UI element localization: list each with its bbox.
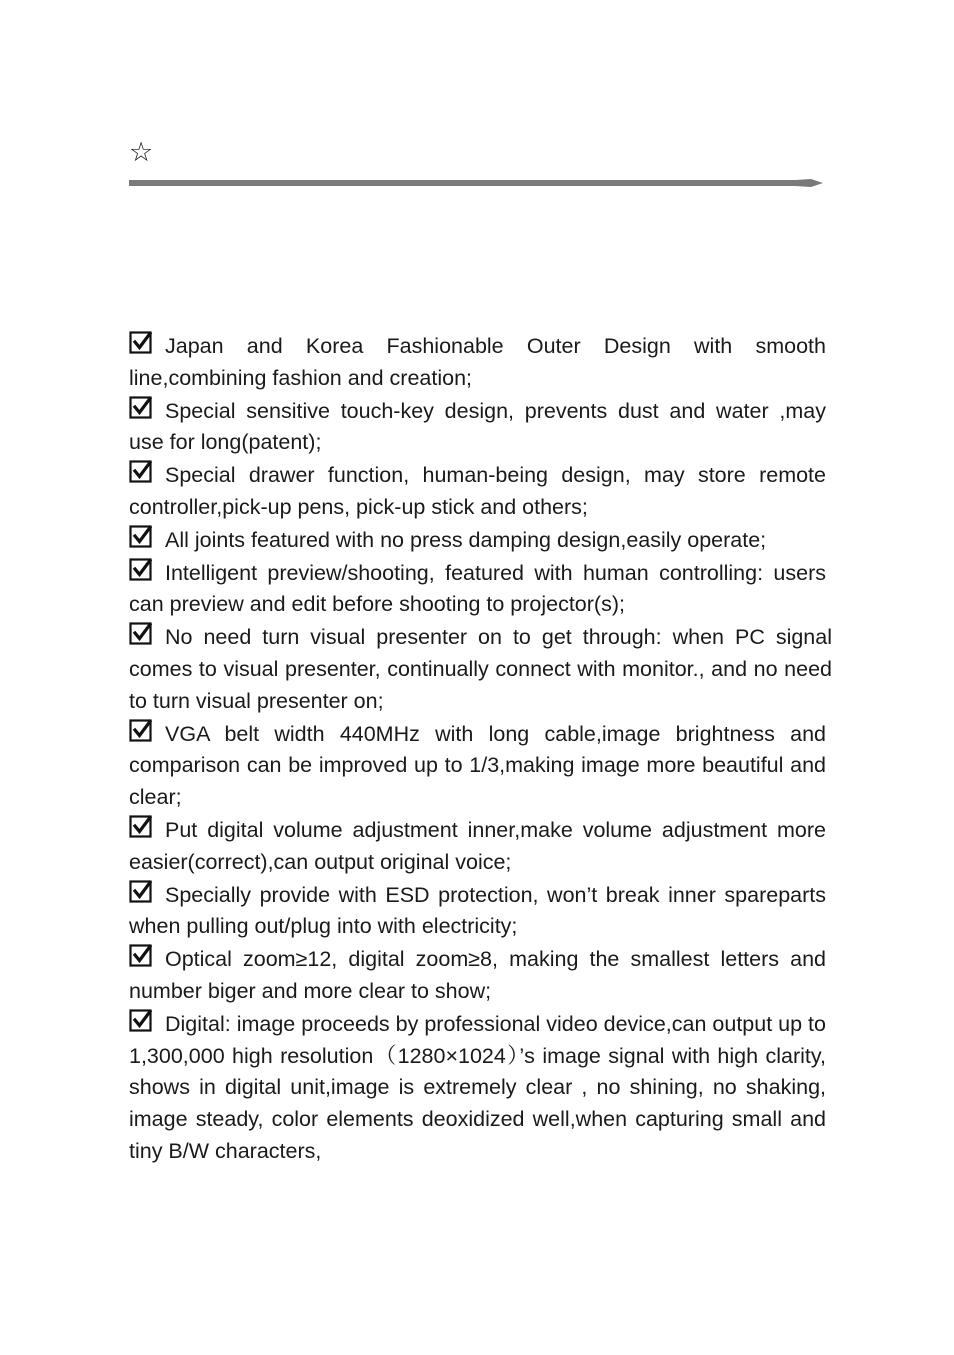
feature-text: Specially provide with ESD protection, won’t break inner spareparts when pulling out/plug into with electricity;: [129, 882, 826, 939]
feature-text: Special sensitive touch-key design, prevents dust and water ,may use for long(patent);: [129, 398, 826, 455]
feature-item-8: [129, 814, 826, 879]
feature-item-1: [129, 330, 826, 395]
checkbox-checked-icon: [129, 459, 155, 483]
feature-text: Japan and Korea Fashionable Outer Design with smooth line,combining fashion and creation;: [129, 334, 826, 390]
feature-item-7: [129, 718, 826, 814]
checkbox-checked-icon: [129, 621, 155, 645]
feature-text: All joints featured with no press damping design,easily operate;: [165, 527, 767, 552]
checkbox-checked-icon: [129, 943, 155, 967]
checkbox-checked-icon: [129, 395, 155, 419]
feature-item-2: [129, 395, 826, 460]
checkbox-checked-icon: [129, 330, 155, 354]
checkbox-checked-icon: [129, 879, 155, 903]
feature-item-3: [129, 459, 826, 524]
feature-text: Optical zoom≥12, digital zoom≥8, making the smallest letters and number biger and more clear to show;: [129, 947, 826, 1003]
feature-list: [129, 330, 832, 1168]
checkbox-checked-icon: [129, 557, 155, 581]
feature-text: Intelligent preview/shooting, featured with human controlling: users can preview and edit before shooting to projector(s);: [129, 560, 826, 617]
feature-item-5: [129, 557, 826, 622]
feature-item-11: [129, 1008, 826, 1168]
feature-item-4: [129, 524, 826, 557]
feature-text: Put digital volume adjustment inner,make volume adjustment more easier(correct),can output original voice;: [129, 817, 826, 874]
feature-item-9: [129, 879, 826, 944]
star-icon: ☆: [129, 137, 154, 168]
checkbox-checked-icon: [129, 814, 155, 838]
feature-text: Special drawer function, human-being design, may store remote controller,pick-up pens, pick-up stick and others;: [129, 463, 826, 519]
feature-text: VGA belt width 440MHz with long cable,image brightness and comparison can be improved up to 1/3,making image more beautiful and clear;: [129, 721, 826, 810]
feature-item-10: [129, 943, 826, 1008]
checkbox-checked-icon: [129, 718, 155, 742]
feature-text: Digital: image proceeds by professional video device,can output up to 1,300,000 high resolution（1280×1024）’s image signal with high clarity, shows in digital unit,image is extremely clear , no shining, no shaking, image steady, color elements deoxidized well,when capturing small and tiny B/W characters,: [129, 1011, 826, 1163]
feature-item-6: [129, 621, 832, 717]
feature-text: No need turn visual presenter on to get through: when PC signal comes to visual presenter, continually connect with monitor., and no need to turn visual presenter on;: [129, 625, 832, 713]
checkbox-checked-icon: [129, 1008, 155, 1032]
checkbox-checked-icon: [129, 524, 155, 548]
header-divider: [129, 177, 823, 189]
